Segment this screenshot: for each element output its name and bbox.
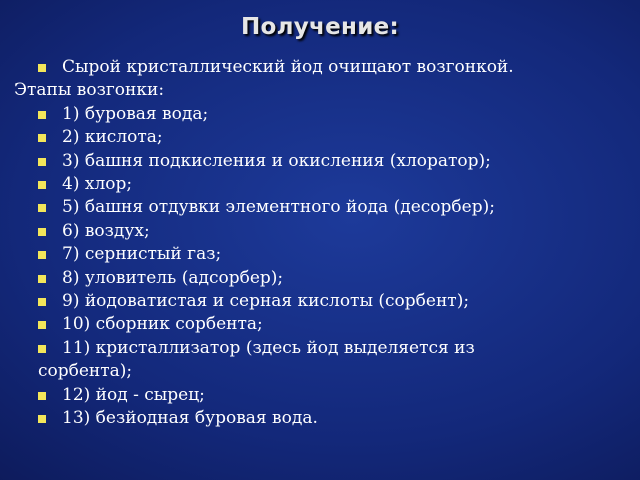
list-item (38, 290, 618, 313)
list-item-text: 10) сборник сорбента; (62, 314, 263, 335)
square-bullet-icon (38, 251, 46, 259)
list-item-text: 1) буровая вода; (62, 103, 209, 124)
list-item-text: 12) йод - сырец; (62, 384, 205, 405)
list-item-text: 9) йодоватистая и серная кислоты (сорбент); (62, 291, 470, 312)
square-bullet-icon (38, 204, 46, 212)
square-bullet-icon (38, 228, 46, 236)
list-item (38, 173, 618, 196)
square-bullet-icon (38, 158, 46, 166)
list-item (38, 103, 618, 126)
list-item (38, 337, 618, 384)
list-item (38, 196, 618, 219)
square-bullet-icon (38, 392, 46, 400)
list-item-text: 5) башня отдувки элементного йода (десорбер); (62, 197, 495, 218)
square-bullet-icon (38, 345, 46, 353)
square-bullet-icon (38, 415, 46, 423)
list-item-text: 2) кислота; (62, 127, 163, 148)
list-item-text: 11) кристаллизатор (здесь йод выделяется из (62, 337, 475, 358)
list-item (38, 313, 618, 336)
intro-text: Сырой кристаллический йод очищают возгонкой. (62, 57, 514, 77)
list-item (38, 384, 618, 407)
square-bullet-icon (38, 64, 46, 72)
list-item (38, 267, 618, 290)
list-item-text: 8) уловитель (адсорбер); (62, 267, 284, 288)
list-item (38, 126, 618, 149)
list-item-intro (38, 56, 618, 79)
square-bullet-icon (38, 275, 46, 283)
list-item-text: 3) башня подкисления и окисления (хлоратор); (62, 150, 491, 171)
square-bullet-icon (38, 134, 46, 142)
subheading-text: Этапы возгонки: (14, 80, 165, 101)
list-item (38, 220, 618, 243)
square-bullet-icon (38, 111, 46, 119)
square-bullet-icon (38, 321, 46, 329)
list-item-continuation: сорбента); (38, 361, 133, 382)
slide-content (14, 56, 618, 431)
list-item-text: 7) сернистый газ; (62, 244, 222, 265)
subheading (14, 79, 618, 102)
list-item (38, 407, 618, 430)
square-bullet-icon (38, 181, 46, 189)
list-item-text: 13) безйодная буровая вода. (62, 408, 318, 429)
list-item-text: 6) воздух; (62, 220, 150, 241)
list-item-text: 4) хлор; (62, 174, 133, 195)
square-bullet-icon (38, 298, 46, 306)
slide-title: Получение: (240, 14, 400, 40)
list-item (38, 150, 618, 173)
list-item (38, 243, 618, 266)
